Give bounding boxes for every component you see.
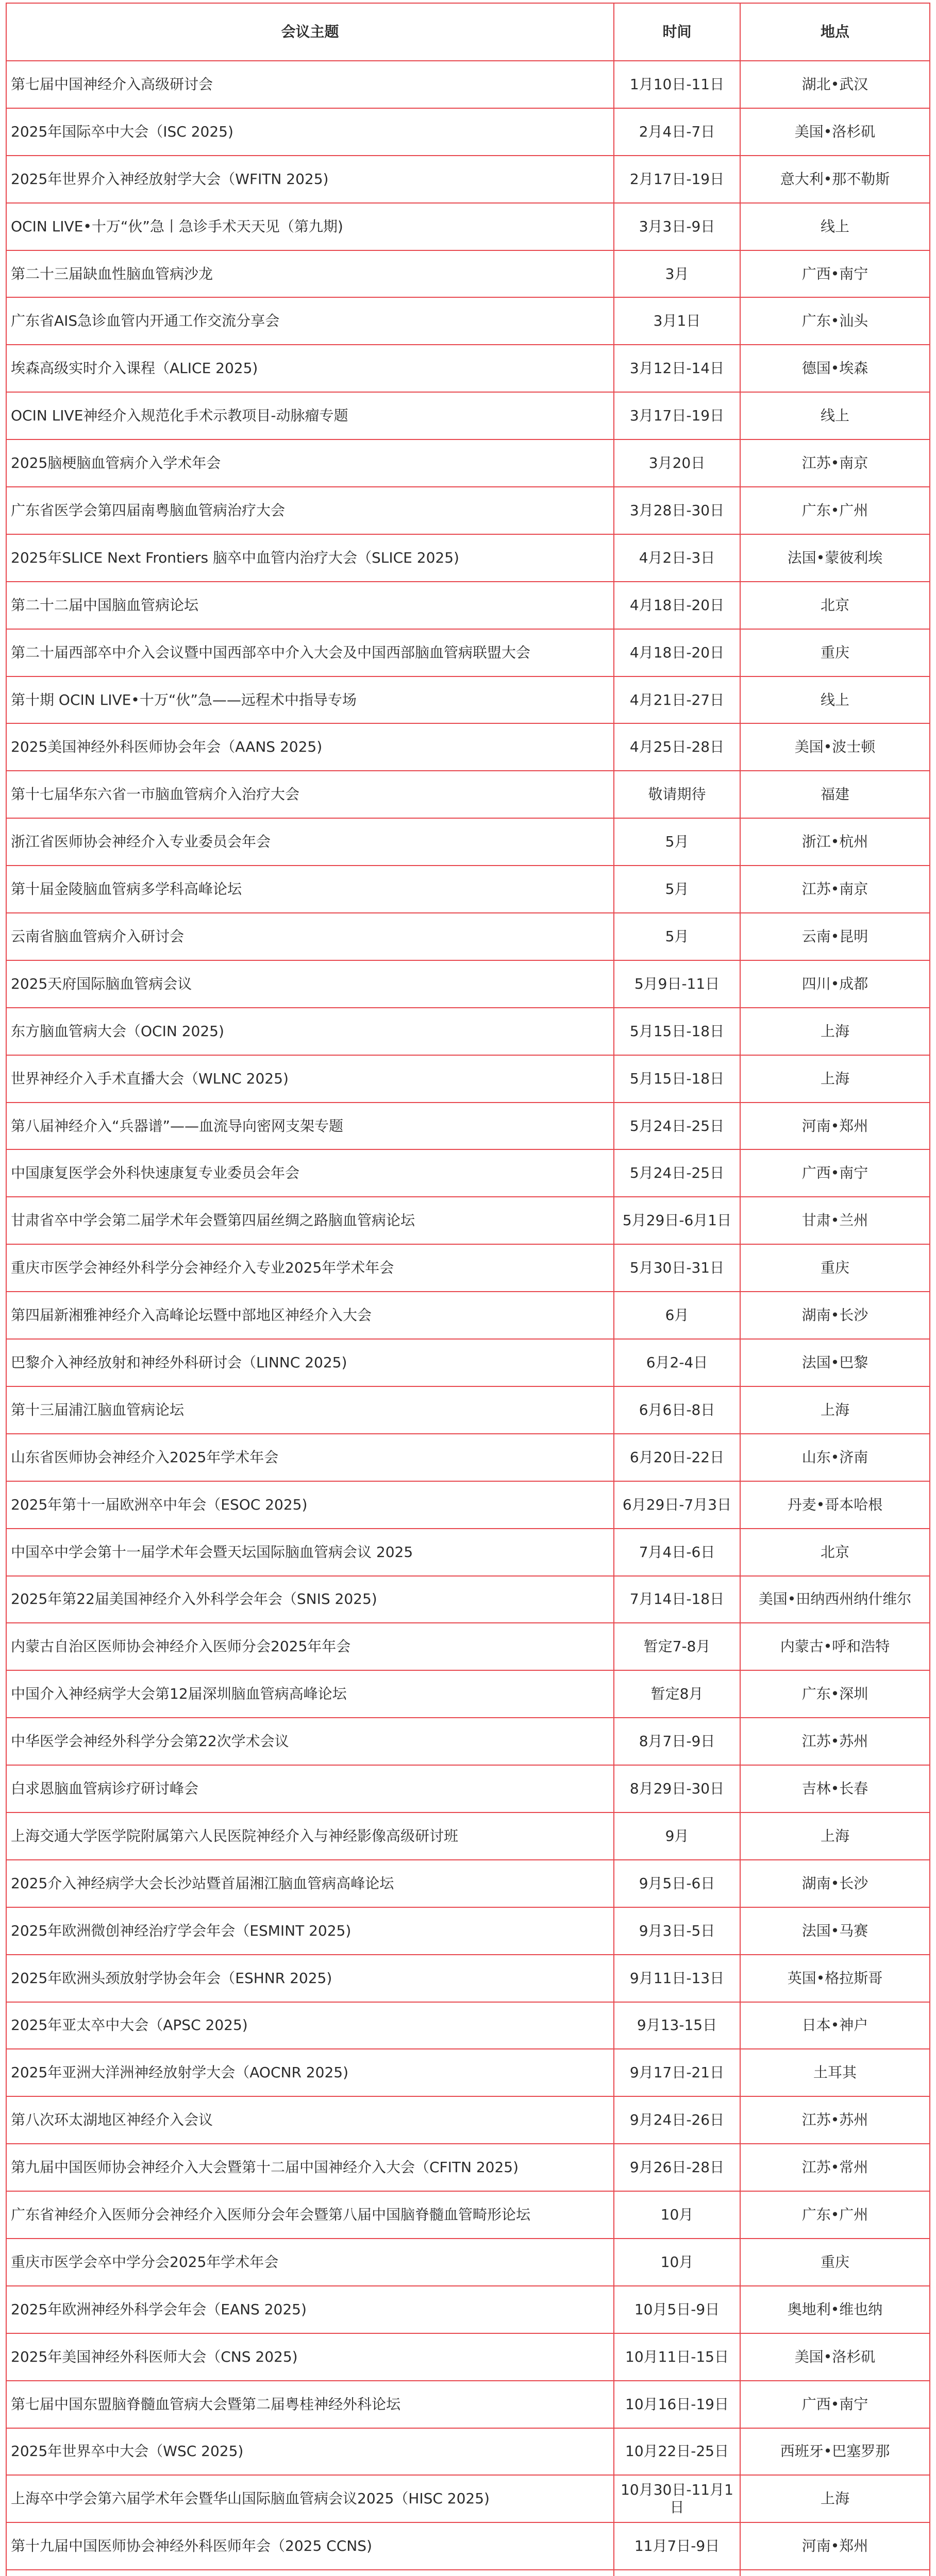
conference-location: 广西•南宁 <box>740 1149 930 1197</box>
conference-time: 暂定8月 <box>614 1670 740 1718</box>
conference-time: 10月16日-19日 <box>614 2381 740 2428</box>
conference-location: 河南•郑州 <box>740 2522 930 2570</box>
table-row <box>6 1292 930 1339</box>
table-row <box>6 297 930 345</box>
conference-location: 线上 <box>740 676 930 724</box>
conference-name: 2025年第22届美国神经介入外科学会年会（SNIS 2025) <box>6 1576 614 1623</box>
conference-time: 10月22日-25日 <box>614 2428 740 2476</box>
conference-time: 3月1日 <box>614 297 740 345</box>
conference-location: 土耳其 <box>740 2049 930 2096</box>
table-row <box>6 771 930 818</box>
table-row <box>6 2475 930 2522</box>
conference-time: 7月4日-6日 <box>614 1529 740 1576</box>
conference-time: 3月20日 <box>614 439 740 487</box>
conference-name: 2025年欧洲微创神经治疗学会年会（ESMINT 2025) <box>6 1907 614 1955</box>
conference-time <box>614 2570 740 2576</box>
conference-name: 云南省脑血管病介入研讨会 <box>6 913 614 960</box>
conference-name: 重庆市医学会卒中学分会2025年学术年会 <box>6 2239 614 2286</box>
table-row <box>6 392 930 439</box>
conference-time: 8月29日-30日 <box>614 1765 740 1812</box>
table-row <box>6 2239 930 2286</box>
conference-time: 6月2-4日 <box>614 1339 740 1386</box>
conference-name: 埃森高级实时介入课程（ALICE 2025) <box>6 345 614 392</box>
table-row <box>6 1197 930 1244</box>
table-row <box>6 1670 930 1718</box>
conference-location: 浙江•杭州 <box>740 818 930 866</box>
conference-name: OCIN LIVE•十万“伙”急丨急诊手术天天见（第九期) <box>6 203 614 250</box>
conference-location: 广东•汕头 <box>740 297 930 345</box>
table-row <box>6 203 930 250</box>
conference-name: 2025年世界卒中大会（WSC 2025) <box>6 2428 614 2476</box>
conference-name: 第八届神经介入“兵器谱”——血流导向密网支架专题 <box>6 1103 614 1150</box>
conference-location: 日本•神户 <box>740 2002 930 2049</box>
table-row <box>6 960 930 1008</box>
conference-location <box>740 2570 930 2576</box>
conference-location: 上海 <box>740 1008 930 1055</box>
conference-time: 4月25日-28日 <box>614 723 740 771</box>
conference-location: 美国•田纳西州纳什维尔 <box>740 1576 930 1623</box>
conference-time: 9月17日-21日 <box>614 2049 740 2096</box>
table-row <box>6 1481 930 1529</box>
table-row <box>6 913 930 960</box>
table-row <box>6 345 930 392</box>
table-row <box>6 250 930 298</box>
conference-name: 2025年亚太卒中大会（APSC 2025) <box>6 2002 614 2049</box>
conference-location: 奥地利•维也纳 <box>740 2286 930 2333</box>
conference-time: 5月15日-18日 <box>614 1008 740 1055</box>
table-row <box>6 2428 930 2476</box>
conference-name: 广东省神经介入医师分会神经介入医师分会年会暨第八届中国脑脊髓血管畸形论坛 <box>6 2191 614 2239</box>
conference-name: 中华医学会神经外科学分会第22次学术会议 <box>6 1718 614 1765</box>
conference-location: 江苏•苏州 <box>740 1718 930 1765</box>
conference-location: 湖南•长沙 <box>740 1292 930 1339</box>
table-row <box>6 439 930 487</box>
header-location: 地点 <box>740 3 930 61</box>
conference-location: 法国•蒙彼利埃 <box>740 534 930 582</box>
conference-location: 湖北•武汉 <box>740 61 930 108</box>
conference-time: 4月2日-3日 <box>614 534 740 582</box>
table-row <box>6 2522 930 2570</box>
conference-location: 美国•洛杉矶 <box>740 2333 930 2381</box>
conference-time: 5月24日-25日 <box>614 1103 740 1150</box>
conference-time: 敬请期待 <box>614 771 740 818</box>
table-row <box>6 2191 930 2239</box>
conference-time: 6月20日-22日 <box>614 1434 740 1481</box>
conference-time: 9月26日-28日 <box>614 2144 740 2191</box>
conference-location: 北京 <box>740 1529 930 1576</box>
conference-location: 江苏•南京 <box>740 439 930 487</box>
conference-time: 5月 <box>614 818 740 866</box>
conference-location: 山东•济南 <box>740 1434 930 1481</box>
table-row <box>6 1055 930 1103</box>
conference-name: 巴黎介入神经放射和神经外科研讨会（LINNC 2025) <box>6 1339 614 1386</box>
conference-time: 10月5日-9日 <box>614 2286 740 2333</box>
conference-time: 7月14日-18日 <box>614 1576 740 1623</box>
conference-name: 2025脑梗脑血管病介入学术年会 <box>6 439 614 487</box>
table-row <box>6 723 930 771</box>
conference-time: 10月11日-15日 <box>614 2333 740 2381</box>
conference-time: 5月29日-6月1日 <box>614 1197 740 1244</box>
conference-time: 6月 <box>614 1292 740 1339</box>
conference-location: 丹麦•哥本哈根 <box>740 1481 930 1529</box>
conference-time: 9月3日-5日 <box>614 1907 740 1955</box>
table-row <box>6 2144 930 2191</box>
conference-location: 上海 <box>740 2475 930 2522</box>
conference-name: 上海卒中学会第六届学术年会暨华山国际脑血管病会议2025（HISC 2025) <box>6 2475 614 2522</box>
conference-time: 暂定7-8月 <box>614 1623 740 1670</box>
table-row <box>6 818 930 866</box>
conference-location: 重庆 <box>740 2239 930 2286</box>
conference-location: 江苏•常州 <box>740 2144 930 2191</box>
table-row <box>6 866 930 913</box>
conference-location: 英国•格拉斯哥 <box>740 1955 930 2002</box>
table-row <box>6 1244 930 1292</box>
conference-schedule <box>6 3 929 2576</box>
conference-time: 5月30日-31日 <box>614 1244 740 1292</box>
conference-time: 3月28日-30日 <box>614 487 740 534</box>
conference-location: 云南•昆明 <box>740 913 930 960</box>
conference-time: 11月7日-9日 <box>614 2522 740 2570</box>
conference-location: 福建 <box>740 771 930 818</box>
conference-time: 6月6日-8日 <box>614 1386 740 1434</box>
conference-time: 10月 <box>614 2191 740 2239</box>
table-row <box>6 1765 930 1812</box>
table-row <box>6 534 930 582</box>
conference-time: 5月9日-11日 <box>614 960 740 1008</box>
conference-time: 10月 <box>614 2239 740 2286</box>
conference-time: 9月11日-13日 <box>614 1955 740 2002</box>
conference-name: 2025天府国际脑血管病会议 <box>6 960 614 1008</box>
conference-location: 重庆 <box>740 629 930 676</box>
conference-location: 线上 <box>740 392 930 439</box>
table-row <box>6 629 930 676</box>
conference-time: 3月 <box>614 250 740 298</box>
table-row <box>6 1955 930 2002</box>
conference-time: 4月18日-20日 <box>614 582 740 629</box>
conference-location: 河南•郑州 <box>740 1103 930 1150</box>
conference-location: 广东•广州 <box>740 487 930 534</box>
conference-location: 线上 <box>740 203 930 250</box>
conference-name: 浙江省医师协会神经介入专业委员会年会 <box>6 818 614 866</box>
conference-name: 2025美国神经外科医师协会年会（AANS 2025) <box>6 723 614 771</box>
header-name: 会议主题 <box>6 3 614 61</box>
conference-time: 6月29日-7月3日 <box>614 1481 740 1529</box>
conference-time: 2月4日-7日 <box>614 108 740 156</box>
conference-name: 第七届中国东盟脑脊髓血管病大会暨第二届粤桂神经外科论坛 <box>6 2381 614 2428</box>
conference-name: 2025年欧洲神经外科学会年会（EANS 2025) <box>6 2286 614 2333</box>
conference-name: 甘肃省卒中学会第二届学术年会暨第四届丝绸之路脑血管病论坛 <box>6 1197 614 1244</box>
conference-name: 第二十二届中国脑血管病论坛 <box>6 582 614 629</box>
conference-table <box>6 3 930 2576</box>
conference-name: OCIN LIVE神经介入规范化手术示教项目-动脉瘤专题 <box>6 392 614 439</box>
table-row <box>6 2002 930 2049</box>
table-row <box>6 2096 930 2144</box>
conference-name: 2025年世界介入神经放射学大会（WFITN 2025) <box>6 156 614 203</box>
table-row <box>6 487 930 534</box>
conference-name: 第十九届中国医师协会神经外科医师年会（2025 CCNS) <box>6 2522 614 2570</box>
conference-time: 8月7日-9日 <box>614 1718 740 1765</box>
conference-time: 9月13-15日 <box>614 2002 740 2049</box>
conference-location: 美国•波士顿 <box>740 723 930 771</box>
conference-location: 江苏•南京 <box>740 866 930 913</box>
conference-location: 意大利•那不勒斯 <box>740 156 930 203</box>
table-row <box>6 1386 930 1434</box>
conference-name: 第十七届华东六省一市脑血管病介入治疗大会 <box>6 771 614 818</box>
conference-time: 9月 <box>614 1812 740 1860</box>
conference-location: 上海 <box>740 1386 930 1434</box>
conference-name: 世界神经介入手术直播大会（WLNC 2025) <box>6 1055 614 1103</box>
conference-name: 2025年SLICE Next Frontiers 脑卒中血管内治疗大会（SLICE 2025) <box>6 534 614 582</box>
conference-location: 德国•埃森 <box>740 345 930 392</box>
table-row <box>6 1434 930 1481</box>
conference-name: 东方脑血管病大会（OCIN 2025) <box>6 1008 614 1055</box>
table-row <box>6 1860 930 1907</box>
conference-name: 2025年亚洲大洋洲神经放射学大会（AOCNR 2025) <box>6 2049 614 2096</box>
table-row <box>6 1339 930 1386</box>
conference-location: 广西•南宁 <box>740 250 930 298</box>
conference-location: 广东•广州 <box>740 2191 930 2239</box>
table-row <box>6 2381 930 2428</box>
conference-name: 第八次环太湖地区神经介入会议 <box>6 2096 614 2144</box>
conference-location: 江苏•苏州 <box>740 2096 930 2144</box>
conference-location: 广东•深圳 <box>740 1670 930 1718</box>
conference-location: 法国•巴黎 <box>740 1339 930 1386</box>
conference-time: 3月17日-19日 <box>614 392 740 439</box>
conference-name: 第十期 OCIN LIVE•十万“伙”急——远程术中指导专场 <box>6 676 614 724</box>
conference-name: 2025年第十一届欧洲卒中年会（ESOC 2025) <box>6 1481 614 1529</box>
table-row <box>6 1718 930 1765</box>
conference-name: 2025年美国神经外科医师大会（CNS 2025) <box>6 2333 614 2381</box>
table-row <box>6 1576 930 1623</box>
conference-name: 上海交通大学医学院附属第六人民医院神经介入与神经影像高级研讨班 <box>6 1812 614 1860</box>
conference-name: 山东省医师协会神经介入2025年学术年会 <box>6 1434 614 1481</box>
conference-time: 4月18日-20日 <box>614 629 740 676</box>
conference-location: 湖南•长沙 <box>740 1860 930 1907</box>
conference-time: 5月 <box>614 913 740 960</box>
conference-name: 中国卒中学会第十一届学术年会暨天坛国际脑血管病会议 2025 <box>6 1529 614 1576</box>
conference-location: 美国•洛杉矶 <box>740 108 930 156</box>
conference-location: 四川•成都 <box>740 960 930 1008</box>
conference-time: 2月17日-19日 <box>614 156 740 203</box>
conference-time: 9月24日-26日 <box>614 2096 740 2144</box>
header-time: 时间 <box>614 3 740 61</box>
table-row <box>6 2049 930 2096</box>
conference-name: 第四届新湘雅神经介入高峰论坛暨中部地区神经介入大会 <box>6 1292 614 1339</box>
conference-name: 广东省医学会第四届南粤脑血管病治疗大会 <box>6 487 614 534</box>
table-row <box>6 61 930 108</box>
conference-time: 5月 <box>614 866 740 913</box>
conference-name: 第九届中国医师协会神经介入大会暨第十二届中国神经介入大会（CFITN 2025) <box>6 2144 614 2191</box>
conference-location: 重庆 <box>740 1244 930 1292</box>
conference-name: 重庆市医学会神经外科学分会神经介入专业2025年学术年会 <box>6 1244 614 1292</box>
conference-location: 北京 <box>740 582 930 629</box>
conference-name: 白求恩脑血管病诊疗研讨峰会 <box>6 1765 614 1812</box>
conference-name: 广东省AIS急诊血管内开通工作交流分享会 <box>6 297 614 345</box>
conference-location: 甘肃•兰州 <box>740 1197 930 1244</box>
table-row <box>6 676 930 724</box>
conference-name: 2025年欧洲头颈放射学协会年会（ESHNR 2025) <box>6 1955 614 2002</box>
conference-name: 第二十三届缺血性脑血管病沙龙 <box>6 250 614 298</box>
table-row <box>6 582 930 629</box>
table-row <box>6 108 930 156</box>
conference-name: 2025年国际卒中大会（ISC 2025) <box>6 108 614 156</box>
table-row <box>6 1103 930 1150</box>
conference-time: 10月30日-11月1日 <box>614 2475 740 2522</box>
table-row <box>6 2333 930 2381</box>
conference-location: 法国•马赛 <box>740 1907 930 1955</box>
table-row <box>6 1149 930 1197</box>
conference-name: 中国介入神经病学大会第12届深圳脑血管病高峰论坛 <box>6 1670 614 1718</box>
conference-time: 5月15日-18日 <box>614 1055 740 1103</box>
table-row <box>6 1623 930 1670</box>
table-row <box>6 2286 930 2333</box>
conference-time: 1月10日-11日 <box>614 61 740 108</box>
conference-time: 9月5日-6日 <box>614 1860 740 1907</box>
conference-name: 内蒙古自治区医师协会神经介入医师分会2025年年会 <box>6 1623 614 1670</box>
table-row <box>6 1812 930 1860</box>
conference-name: 第十届金陵脑血管病多学科高峰论坛 <box>6 866 614 913</box>
conference-name <box>6 2570 614 2576</box>
conference-location: 广西•南宁 <box>740 2381 930 2428</box>
table-row <box>6 1008 930 1055</box>
table-row <box>6 2570 930 2576</box>
conference-name: 中国康复医学会外科快速康复专业委员会年会 <box>6 1149 614 1197</box>
conference-location: 吉林•长春 <box>740 1765 930 1812</box>
table-row <box>6 156 930 203</box>
table-body <box>6 61 930 2576</box>
conference-location: 上海 <box>740 1812 930 1860</box>
conference-time: 5月24日-25日 <box>614 1149 740 1197</box>
conference-name: 第二十届西部卒中介入会议暨中国西部卒中介入大会及中国西部脑血管病联盟大会 <box>6 629 614 676</box>
conference-time: 4月21日-27日 <box>614 676 740 724</box>
table-row <box>6 1907 930 1955</box>
conference-time: 3月12日-14日 <box>614 345 740 392</box>
conference-time: 3月3日-9日 <box>614 203 740 250</box>
conference-location: 内蒙古•呼和浩特 <box>740 1623 930 1670</box>
conference-name: 2025介入神经病学大会长沙站暨首届湘江脑血管病高峰论坛 <box>6 1860 614 1907</box>
conference-location: 西班牙•巴塞罗那 <box>740 2428 930 2476</box>
conference-location: 上海 <box>740 1055 930 1103</box>
header-row <box>6 3 930 61</box>
conference-name: 第七届中国神经介入高级研讨会 <box>6 61 614 108</box>
table-row <box>6 1529 930 1576</box>
conference-name: 第十三届浦江脑血管病论坛 <box>6 1386 614 1434</box>
